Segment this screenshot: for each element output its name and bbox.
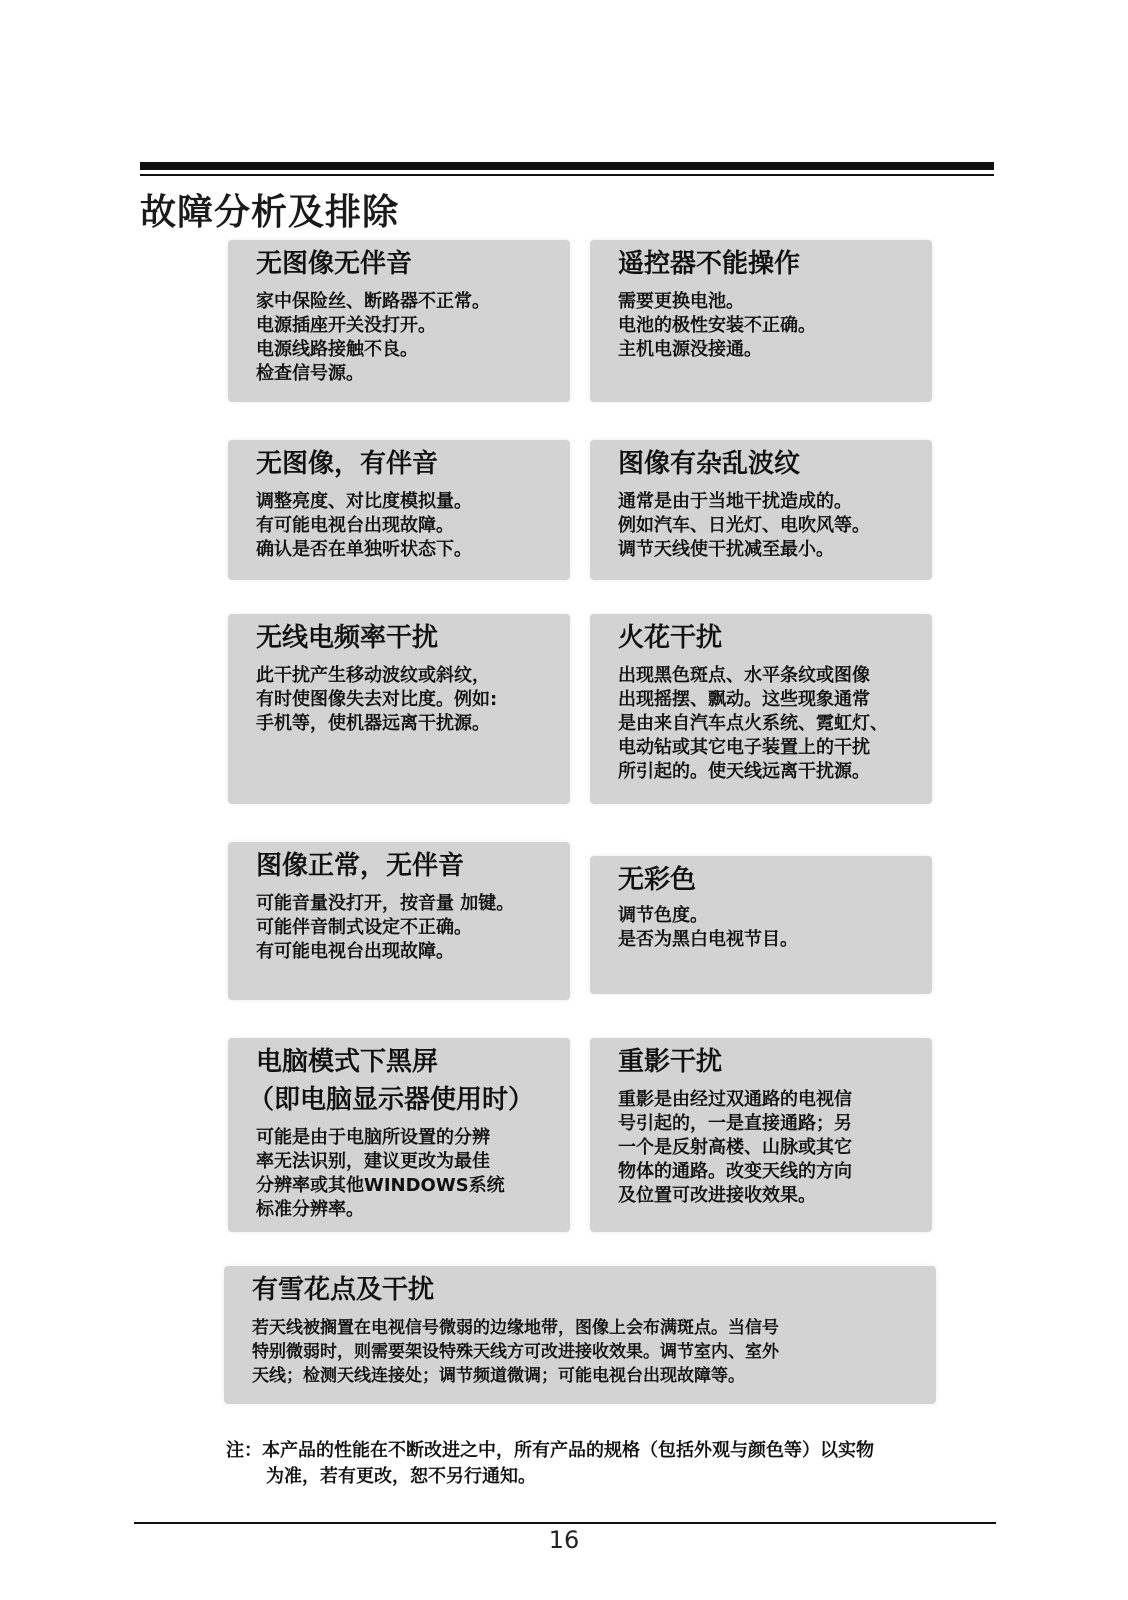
box-line: 调整亮度、对比度模拟量。 bbox=[256, 491, 472, 512]
box-line: 电源线路接触不良。 bbox=[256, 339, 418, 360]
troubleshoot-box-radio-interference bbox=[228, 614, 570, 804]
troubleshoot-box-remote-not-working bbox=[590, 240, 932, 402]
box-title: 有雪花点及干扰 bbox=[252, 1275, 435, 1305]
note-line: 为准，若有更改，恕不另行通知。 bbox=[266, 1466, 536, 1487]
box-line: 手机等，使机器远离干扰源。 bbox=[256, 713, 490, 734]
troubleshoot-box-snow-and-interference bbox=[224, 1266, 936, 1404]
box-line: 有可能电视台出现故障。 bbox=[256, 515, 454, 536]
box-body bbox=[256, 1126, 505, 1222]
box-line: 可能是由于电脑所设置的分辨 bbox=[256, 1127, 490, 1148]
note-line: 注：本产品的性能在不断改进之中，所有产品的规格（包括外观与颜色等）以实物 bbox=[226, 1440, 874, 1461]
box-body bbox=[256, 290, 490, 386]
box-line: 电动钻或其它电子装置上的干扰 bbox=[618, 737, 870, 758]
box-line: 所引起的。使天线远离干扰源。 bbox=[618, 761, 870, 782]
box-body bbox=[252, 1316, 779, 1388]
box-line: 需要更换电池。 bbox=[618, 291, 744, 312]
box-title: 图像正常，无伴音 bbox=[256, 851, 465, 881]
troubleshoot-box-spark-interference bbox=[590, 614, 932, 804]
box-title: 无图像无伴音 bbox=[256, 249, 413, 279]
box-line: 电池的极性安装不正确。 bbox=[618, 315, 816, 336]
box-body bbox=[618, 904, 798, 952]
box-title: 无线电频率干扰 bbox=[256, 623, 439, 653]
box-body bbox=[256, 490, 472, 562]
box-body bbox=[256, 664, 497, 736]
box-body bbox=[618, 290, 816, 362]
box-body bbox=[618, 490, 870, 562]
troubleshoot-box-no-picture-with-sound bbox=[228, 440, 570, 580]
troubleshoot-box-pc-mode-black-screen bbox=[228, 1038, 570, 1232]
troubleshoot-box-no-color bbox=[590, 856, 932, 994]
box-line: 家中保险丝、断路器不正常。 bbox=[256, 291, 490, 312]
box-title: 无图像，有伴音 bbox=[256, 449, 439, 479]
box-line: 例如汽车、日光灯、电吹风等。 bbox=[618, 515, 870, 536]
box-line: 分辨率或其他WINDOWS系统 bbox=[256, 1175, 505, 1196]
box-line: 是否为黑白电视节目。 bbox=[618, 929, 798, 950]
box-title: 重影干扰 bbox=[618, 1047, 723, 1077]
page-title: 故障分析及排除 bbox=[140, 192, 400, 233]
box-body bbox=[618, 664, 888, 784]
box-line: 出现黑色斑点、水平条纹或图像 bbox=[618, 665, 870, 686]
box-line: 物体的通路。改变天线的方向 bbox=[618, 1161, 852, 1182]
box-line: 号引起的，一是直接通路；另 bbox=[618, 1113, 852, 1134]
header-rule-thin bbox=[140, 174, 994, 176]
box-line: 天线；检测天线连接处；调节频道微调；可能电视台出现故障等。 bbox=[252, 1366, 745, 1386]
box-title: 图像有杂乱波纹 bbox=[618, 449, 801, 479]
box-body bbox=[618, 1088, 852, 1208]
box-line: 是由来自汽车点火系统、霓虹灯、 bbox=[618, 713, 888, 734]
box-line: 有时使图像失去对比度。例如: bbox=[256, 689, 498, 710]
box-line: 特别微弱时，则需要架设特殊天线方可改进接收效果。调节室内、室外 bbox=[252, 1342, 779, 1362]
box-line: 若天线被搁置在电视信号微弱的边缘地带，图像上会布满斑点。当信号 bbox=[252, 1318, 779, 1338]
box-line: 可能音量没打开，按音量 加键。 bbox=[256, 893, 515, 914]
box-line: 重影是由经过双通路的电视信 bbox=[618, 1089, 852, 1110]
box-line: 标准分辨率。 bbox=[256, 1199, 364, 1220]
troubleshoot-box-no-picture-no-sound bbox=[228, 240, 570, 402]
box-line: 一个是反射高楼、山脉或其它 bbox=[618, 1137, 852, 1158]
box-line: 率无法识别，建议更改为最佳 bbox=[256, 1151, 490, 1172]
box-line: 及位置可改进接收效果。 bbox=[618, 1185, 816, 1206]
troubleshoot-box-random-ripples bbox=[590, 440, 932, 580]
box-line: 出现摇摆、飘动。这些现象通常 bbox=[618, 689, 870, 710]
box-line: 有可能电视台出现故障。 bbox=[256, 941, 454, 962]
footer-rule bbox=[134, 1522, 996, 1524]
page-number: 16 bbox=[548, 1526, 580, 1554]
box-title: 无彩色 bbox=[618, 865, 697, 895]
troubleshoot-box-normal-picture-no-sound bbox=[228, 842, 570, 1000]
box-line: 调节天线使干扰减至最小。 bbox=[618, 539, 834, 560]
box-line: 调节色度。 bbox=[618, 905, 708, 926]
header-rule-thick bbox=[140, 162, 994, 170]
box-body bbox=[256, 892, 514, 964]
box-line: 电源插座开关没打开。 bbox=[256, 315, 436, 336]
box-line: 确认是否在单独听状态下。 bbox=[256, 539, 472, 560]
product-note bbox=[226, 1438, 874, 1490]
box-line: 通常是由于当地干扰造成的。 bbox=[618, 491, 852, 512]
box-line: 此干扰产生移动波纹或斜纹， bbox=[256, 665, 490, 686]
box-line: 可能伴音制式设定不正确。 bbox=[256, 917, 472, 938]
box-title: 火花干扰 bbox=[618, 623, 723, 653]
box-title: 电脑模式下黑屏 bbox=[256, 1047, 439, 1077]
troubleshoot-box-ghosting bbox=[590, 1038, 932, 1232]
box-line: 主机电源没接通。 bbox=[618, 339, 762, 360]
box-line: 检查信号源。 bbox=[256, 363, 364, 384]
box-title: 遥控器不能操作 bbox=[618, 249, 801, 279]
box-subtitle: （即电脑显示器使用时） bbox=[248, 1085, 535, 1115]
